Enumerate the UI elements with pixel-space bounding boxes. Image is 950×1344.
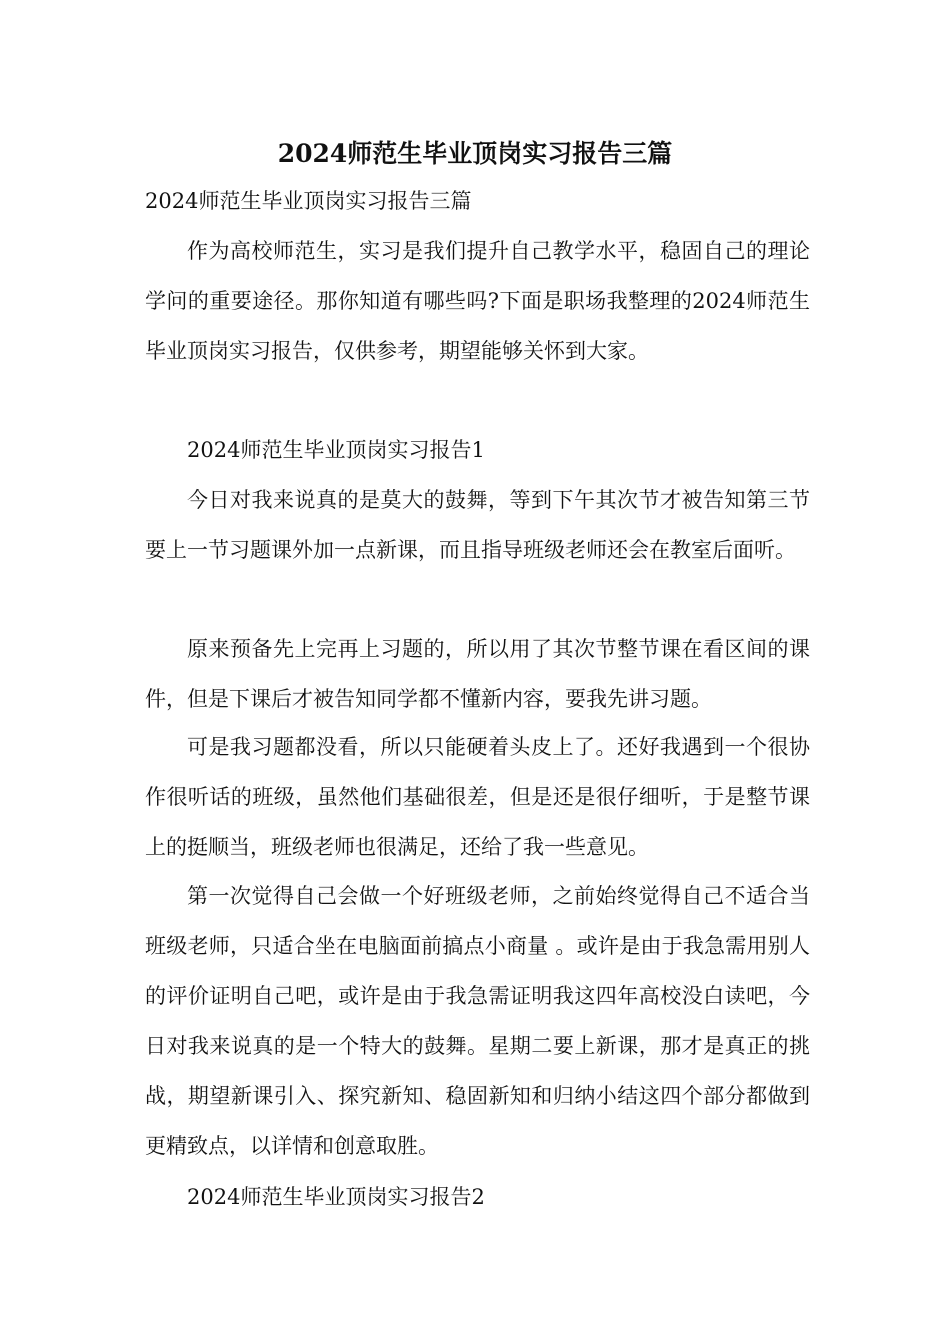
section-1-paragraph-3: 可是我习题都没看，所以只能硬着头皮上了。还好我遇到一个很协作很听话的班级，虽然他们基础很差，但是还是很仔细听，于是整节课上的挺顺当，班级老师也很满足，还给了我一些意见。 [145,735,810,859]
section-2-heading: 2024师范生毕业顶岗实习报告2 [187,1185,485,1209]
section-1-paragraph-4: 第一次觉得自己会做一个好班级老师，之前始终觉得自己不适合当班级老师，只适合坐在电脑面前搞点小商量 。或许是由于我急需用别人的评价证明自己吧，或许是由于我急需证明我这四年高校没白读吧，今日对我来说真的是一个特大的鼓舞。星期二要上新课，那才是真正的挑战，期望新课引入、探究新知、稳固新知和归纳小结这四个部分都做到更精致点，以详情和创意取胜。 [145,884,810,1158]
section-1-paragraph-2: 原来预备先上完再上习题的，所以用了其次节整节课在看区间的课件，但是下课后才被告知同学都不懂新内容，要我先讲习题。 [145,637,810,711]
section-1-heading: 2024师范生毕业顶岗实习报告1 [187,438,485,462]
section-1-paragraph-1: 今日对我来说真的是莫大的鼓舞，等到下午其次节才被告知第三节要上一节习题课外加一点新课，而且指导班级老师还会在教室后面听。 [145,488,810,562]
intro-paragraph: 作为高校师范生，实习是我们提升自己教学水平，稳固自己的理论学问的重要途径。那你知道有哪些吗?下面是职场我整理的2024师范生毕业顶岗实习报告，仅供参考，期望能够关怀到大家。 [145,239,810,363]
document-title: 2024师范生毕业顶岗实习报告三篇 [277,139,673,168]
document-subtitle: 2024师范生毕业顶岗实习报告三篇 [145,189,472,213]
